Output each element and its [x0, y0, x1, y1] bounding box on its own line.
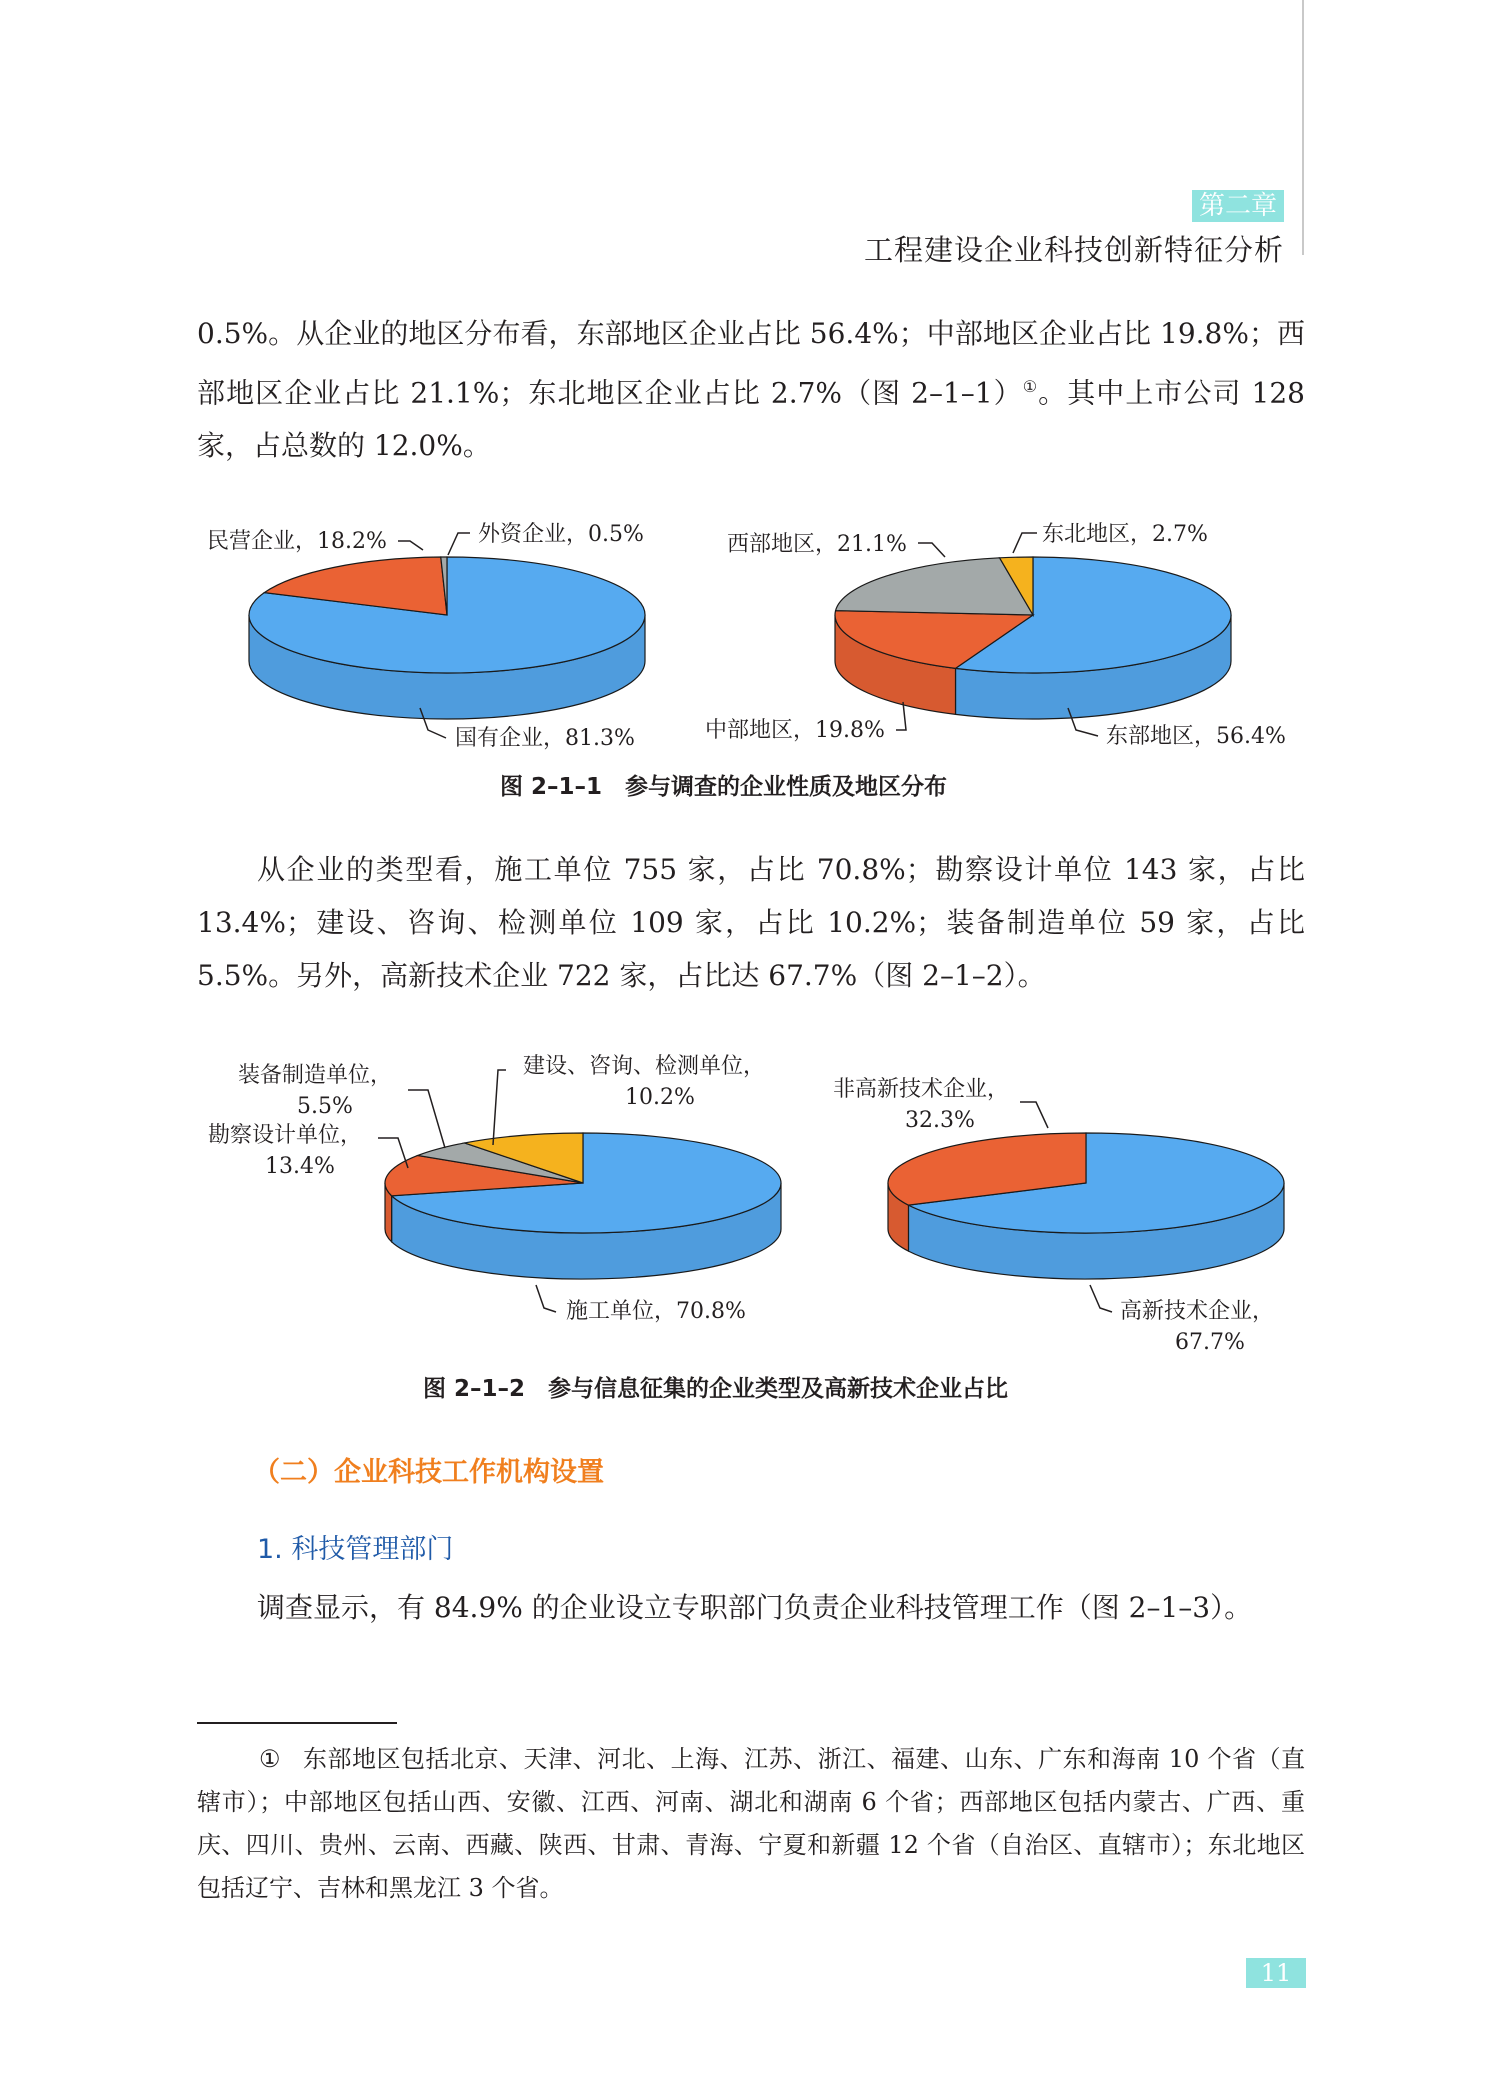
footnote [197, 1738, 1305, 1910]
pie-label-construction-consulting: 建设、咨询、检测单位， [523, 1054, 766, 1079]
pie-label-non-high-tech: 非高新技术企业， [833, 1077, 1010, 1102]
pie-label-east: 东部地区，56.4% [1106, 724, 1286, 749]
pie-label-construction: 施工单位，70.8% [566, 1299, 746, 1324]
pie-label-construction-consulting-value: 10.2% [625, 1085, 695, 1110]
pie-label-non-high-tech-value: 32.3% [905, 1108, 975, 1133]
pie-chart-region-distribution [835, 557, 1231, 719]
chapter-title: 工程建设企业科技创新特征分析 [863, 233, 1284, 267]
pie-label-central: 中部地区，19.8% [705, 718, 885, 743]
pie-label-state-owned: 国有企业，81.3% [455, 726, 635, 751]
paragraph-1-text: 0.5%。从企业的地区分布看，东部地区企业占比 56.4%；中部地区企业占比 19.8%；西部地区企业占比 21.1%；东北地区企业占比 2.7%（图 2–1–1） [197, 317, 1305, 410]
pie-chart-enterprise-nature [249, 557, 645, 719]
pie-chart-high-tech-share [888, 1133, 1284, 1279]
figure-1-caption: 图 2–1–1 参与调查的企业性质及地区分布 [500, 774, 948, 800]
footnote-text: 东部地区包括北京、天津、河北、上海、江苏、浙江、福建、山东、广东和海南 10 个省（直辖市）；中部地区包括山西、安徽、江西、河南、湖北和湖南 6 个省；西部地区包括内蒙古、广西、重庆、四川、贵州、云南、西藏、陕西、甘肃、青海、宁夏和新疆 12 个省（自治区、直辖市）；东北地区包括辽宁、吉林和黑龙江 3 个省。 [197, 1745, 1305, 1902]
pie-label-survey-design-value: 13.4% [265, 1154, 335, 1179]
pie-label-high-tech-value: 67.7% [1175, 1330, 1245, 1355]
pie-label-survey-design: 勘察设计单位， [208, 1123, 363, 1148]
pie-label-west: 西部地区，21.1% [727, 532, 907, 557]
paragraph-3: 调查显示，有 84.9% 的企业设立专职部门负责企业科技管理工作（图 2–1–3）。 [257, 1591, 1253, 1624]
footnote-mark: ① [259, 1745, 281, 1773]
chapter-badge: 第二章 [1192, 190, 1284, 222]
figure-2-caption: 图 2–1–2 参与信息征集的企业类型及高新技术企业占比 [423, 1376, 1009, 1402]
pie-chart-enterprise-type [385, 1133, 781, 1279]
paragraph-1-end: 。其中上市公司 128 家，占总数的 12.0%。 [197, 376, 1305, 463]
pie-slice-2 [836, 558, 1033, 615]
pie-label-private: 民营企业，18.2% [207, 529, 387, 554]
pie-label-equipment-value: 5.5% [297, 1094, 353, 1119]
pie-label-northeast: 东北地区，2.7% [1042, 522, 1208, 547]
page-number: 11 [1246, 1958, 1306, 1988]
footnote-reference: ① [1022, 377, 1039, 396]
sub-heading: 1. 科技管理部门 [257, 1534, 454, 1565]
footnote-rule [197, 1722, 397, 1724]
section-heading: （二）企业科技工作机构设置 [253, 1457, 604, 1488]
pie-label-foreign: 外资企业，0.5% [478, 522, 644, 547]
pie-label-high-tech: 高新技术企业， [1120, 1299, 1275, 1324]
pie-label-equipment: 装备制造单位， [238, 1063, 393, 1088]
paragraph-2: 从企业的类型看，施工单位 755 家，占比 70.8%；勘察设计单位 143 家，占比 13.4%；建设、咨询、检测单位 109 家，占比 10.2%；装备制造单位 59 家，占比 5.5%。另外，高新技术企业 722 家，占比达 67.7%（图 2–1–2）。 [197, 853, 1305, 992]
